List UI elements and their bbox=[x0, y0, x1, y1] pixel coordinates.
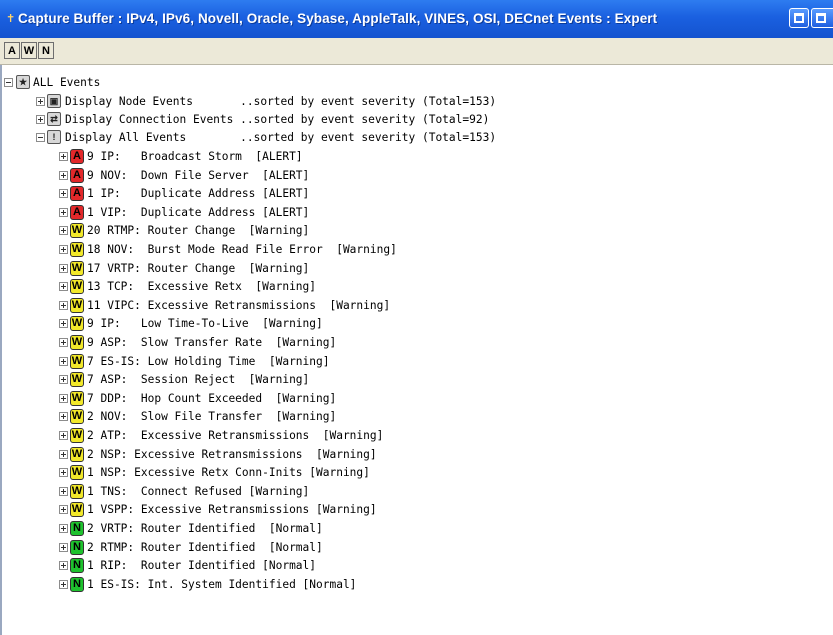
event-tree[interactable] bbox=[0, 65, 833, 635]
connection-events-icon: ⇄ bbox=[47, 112, 61, 126]
window-titlebar[interactable] bbox=[0, 0, 833, 38]
event-row[interactable] bbox=[2, 558, 702, 574]
event-label: 1 VSPP: Excessive Retransmissions [Warning] bbox=[87, 503, 377, 517]
event-row[interactable] bbox=[2, 447, 702, 463]
event-row[interactable] bbox=[2, 335, 702, 351]
event-row[interactable] bbox=[2, 223, 702, 239]
warning-severity-icon: W bbox=[71, 503, 83, 516]
event-label: 17 VRTP: Router Change [Warning] bbox=[87, 261, 310, 275]
event-row[interactable] bbox=[2, 502, 702, 518]
normal-severity-icon: N bbox=[70, 558, 84, 573]
expand-icon[interactable] bbox=[59, 375, 68, 384]
event-row[interactable] bbox=[2, 316, 702, 332]
restore-button[interactable] bbox=[789, 8, 809, 28]
event-label: 9 IP: Low Time-To-Live [Warning] bbox=[87, 317, 323, 331]
event-label: 1 TNS: Connect Refused [Warning] bbox=[87, 484, 310, 498]
expand-icon[interactable] bbox=[59, 505, 68, 514]
event-row[interactable] bbox=[2, 428, 702, 444]
all-events-icon: ! bbox=[47, 130, 61, 144]
maximize-button[interactable] bbox=[811, 8, 833, 28]
collapse-icon[interactable] bbox=[36, 133, 45, 142]
event-label: 2 VRTP: Router Identified [Normal] bbox=[87, 522, 323, 535]
tree-group-all-events[interactable] bbox=[2, 130, 702, 146]
events-root-icon: ★ bbox=[16, 75, 30, 89]
warning-severity-icon: W bbox=[71, 484, 83, 497]
event-row[interactable] bbox=[2, 354, 702, 370]
event-row[interactable] bbox=[2, 205, 702, 221]
expand-icon[interactable] bbox=[59, 543, 68, 552]
expand-icon[interactable] bbox=[59, 208, 68, 217]
tree-group-label: Display Connection Events ..sorted by event severity (Total=92) bbox=[65, 113, 490, 126]
event-row[interactable] bbox=[2, 465, 702, 481]
event-label: 2 NSP: Excessive Retransmissions [Warning] bbox=[87, 447, 377, 461]
warning-severity-icon: W bbox=[71, 336, 83, 348]
expand-icon[interactable] bbox=[59, 189, 68, 198]
expand-icon[interactable] bbox=[59, 412, 68, 421]
warning-severity-icon: W bbox=[71, 261, 83, 274]
warning-severity-icon: W bbox=[71, 410, 83, 423]
severity-toolbar bbox=[0, 38, 833, 65]
event-label: 7 ES-IS: Low Holding Time [Warning] bbox=[87, 354, 330, 368]
event-row[interactable] bbox=[2, 149, 702, 165]
event-row[interactable] bbox=[2, 391, 702, 407]
expand-icon[interactable] bbox=[59, 468, 68, 477]
expand-icon[interactable] bbox=[59, 561, 68, 570]
expand-icon[interactable] bbox=[59, 301, 68, 310]
event-label: 1 NSP: Excessive Retx Conn-Inits [Warning] bbox=[87, 466, 370, 480]
expand-icon[interactable] bbox=[59, 524, 68, 533]
alert-filter-button[interactable]: A bbox=[4, 42, 20, 59]
event-row[interactable] bbox=[2, 409, 702, 425]
restore-icon bbox=[794, 13, 804, 23]
event-label: 13 TCP: Excessive Retx [Warning] bbox=[87, 280, 317, 294]
normal-filter-button[interactable]: N bbox=[38, 42, 54, 59]
event-row[interactable] bbox=[2, 540, 702, 556]
event-row[interactable] bbox=[2, 279, 702, 295]
event-row[interactable] bbox=[2, 577, 702, 593]
event-label: 2 ATP: Excessive Retransmissions [Warning] bbox=[87, 429, 384, 442]
event-row[interactable] bbox=[2, 242, 702, 258]
event-label: 9 ASP: Slow Transfer Rate [Warning] bbox=[87, 336, 337, 349]
expand-icon[interactable] bbox=[36, 97, 45, 106]
warning-severity-icon: W bbox=[71, 466, 83, 479]
event-label: 20 RTMP: Router Change [Warning] bbox=[87, 224, 310, 238]
collapse-icon[interactable] bbox=[4, 78, 13, 87]
expand-icon[interactable] bbox=[59, 450, 68, 459]
expand-icon[interactable] bbox=[59, 394, 68, 403]
warning-severity-icon: W bbox=[71, 373, 83, 386]
event-label: 7 DDP: Hop Count Exceeded [Warning] bbox=[87, 391, 337, 405]
tree-group-label: Display Node Events ..sorted by event severity (Total=153) bbox=[65, 95, 497, 108]
normal-severity-icon: N bbox=[70, 521, 84, 536]
warning-severity-icon: W bbox=[71, 354, 83, 367]
alert-severity-icon: A bbox=[70, 149, 84, 164]
warning-severity-icon: W bbox=[71, 298, 83, 311]
expand-icon[interactable] bbox=[59, 282, 68, 291]
event-label: 9 NOV: Down File Server [ALERT] bbox=[87, 168, 310, 182]
window-menu-icon[interactable]: ✝ bbox=[6, 13, 16, 25]
expand-icon[interactable] bbox=[59, 152, 68, 161]
warning-filter-button[interactable]: W bbox=[21, 42, 37, 59]
expand-icon[interactable] bbox=[59, 171, 68, 180]
expand-icon[interactable] bbox=[59, 338, 68, 347]
tree-group-connection-events[interactable] bbox=[2, 112, 702, 128]
tree-root-label: ALL Events bbox=[33, 76, 101, 89]
normal-severity-icon: N bbox=[70, 577, 84, 592]
event-label: 1 IP: Duplicate Address [ALERT] bbox=[87, 187, 310, 201]
window-title: Capture Buffer : IPv4, IPv6, Novell, Oracle, Sybase, AppleTalk, VINES, OSI, DECnet Events : Expert bbox=[18, 11, 658, 26]
expand-icon[interactable] bbox=[59, 357, 68, 366]
event-label: 1 RIP: Router Identified [Normal] bbox=[87, 559, 317, 573]
event-row[interactable] bbox=[2, 484, 702, 500]
event-row[interactable] bbox=[2, 186, 702, 202]
event-label: 1 ES-IS: Int. System Identified [Normal] bbox=[87, 577, 357, 591]
normal-severity-icon: N bbox=[70, 540, 84, 555]
event-label: 7 ASP: Session Reject [Warning] bbox=[87, 373, 310, 387]
expand-icon[interactable] bbox=[59, 245, 68, 254]
warning-severity-icon: W bbox=[71, 317, 83, 330]
expand-icon[interactable] bbox=[36, 115, 45, 124]
tree-group-node-events[interactable] bbox=[2, 94, 702, 110]
event-label: 2 RTMP: Router Identified [Normal] bbox=[87, 540, 323, 554]
expand-icon[interactable] bbox=[59, 431, 68, 440]
event-row[interactable] bbox=[2, 372, 702, 388]
expand-icon[interactable] bbox=[59, 487, 68, 496]
event-row[interactable] bbox=[2, 521, 702, 537]
warning-severity-icon: W bbox=[71, 391, 83, 404]
expand-icon[interactable] bbox=[59, 264, 68, 273]
node-events-icon: ▣ bbox=[47, 94, 61, 108]
event-label: 18 NOV: Burst Mode Read File Error [Warning] bbox=[87, 243, 397, 256]
event-row[interactable] bbox=[2, 298, 702, 314]
alert-severity-icon: A bbox=[70, 205, 84, 220]
alert-severity-icon: A bbox=[70, 168, 84, 183]
warning-severity-icon: W bbox=[71, 280, 83, 293]
alert-severity-icon: A bbox=[70, 186, 84, 201]
event-label: 2 NOV: Slow File Transfer [Warning] bbox=[87, 410, 337, 424]
maximize-icon bbox=[816, 13, 826, 23]
tree-root[interactable] bbox=[2, 75, 602, 91]
event-label: 1 VIP: Duplicate Address [ALERT] bbox=[87, 205, 310, 219]
expand-icon[interactable] bbox=[59, 319, 68, 328]
warning-severity-icon: W bbox=[71, 224, 83, 237]
expand-icon[interactable] bbox=[59, 226, 68, 235]
event-label: 11 VIPC: Excessive Retransmissions [Warning] bbox=[87, 298, 391, 312]
tree-group-label: Display All Events ..sorted by event severity (Total=153) bbox=[65, 131, 497, 144]
event-row[interactable] bbox=[2, 261, 702, 277]
expand-icon[interactable] bbox=[59, 580, 68, 589]
warning-severity-icon: W bbox=[71, 243, 83, 255]
event-label: 9 IP: Broadcast Storm [ALERT] bbox=[87, 150, 303, 163]
event-row[interactable] bbox=[2, 168, 702, 184]
warning-severity-icon: W bbox=[71, 447, 83, 460]
warning-severity-icon: W bbox=[71, 429, 83, 441]
